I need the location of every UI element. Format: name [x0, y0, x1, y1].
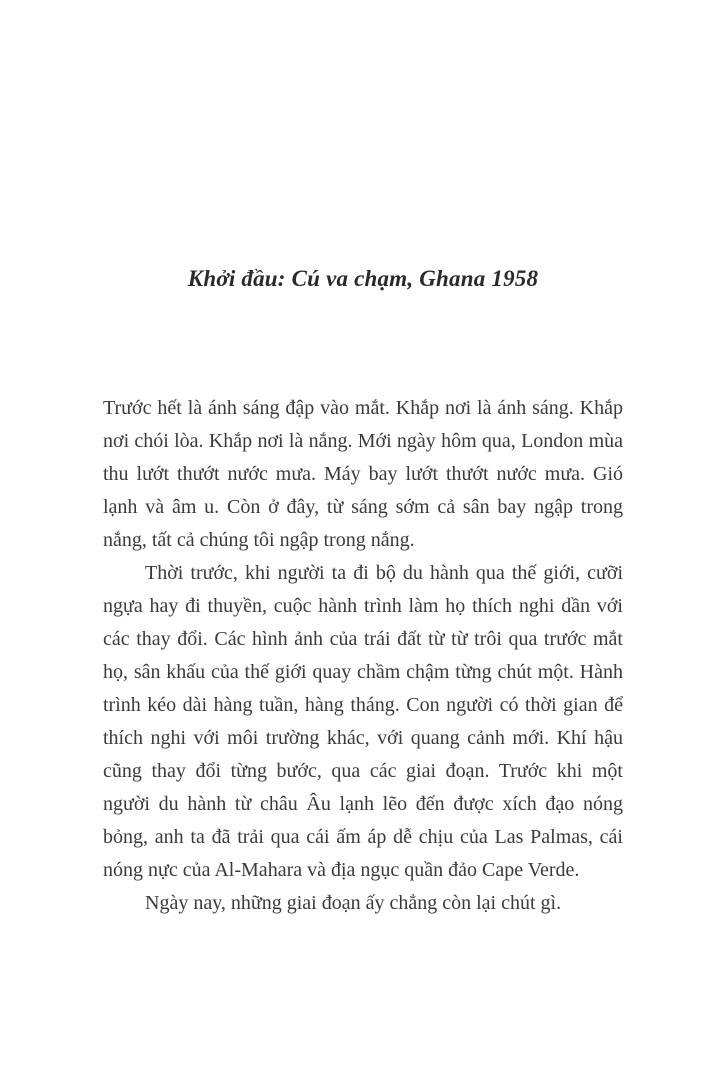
paragraph: Thời trước, khi người ta đi bộ du hành qua thế giới, cưỡi ngựa hay đi thuyền, cuộc hành trình làm họ thích nghi dần với các thay đổi. Các hình ảnh của trái đất từ từ trôi qua trước mắt họ, sân khấu của thế giới quay chầm chậm từng chút một. Hành trình kéo dài hàng tuần, hàng tháng. Con người có thời gian để thích nghi với môi trường khác, với quang cảnh mới. Khí hậu cũng thay đổi từng bước, qua các giai đoạn. Trước khi một người du hành từ châu Âu lạnh lẽo đến được xích đạo nóng bỏng, anh ta đã trải qua cái ấm áp dễ chịu của Las Palmas, cái nóng nực của Al-Mahara và địa ngục quần đảo Cape Verde. — [103, 562, 623, 881]
paragraph: Trước hết là ánh sáng đập vào mắt. Khắp nơi là ánh sáng. Khắp nơi chói lòa. Khắp nơi là nắng. Mới ngày hôm qua, London mùa thu lướt thướt nước mưa. Máy bay lướt thướt nước mưa. Gió lạnh và âm u. Còn ở đây, từ sáng sớm cả sân bay ngập trong nắng, tất cả chúng tôi ngập trong nắng. — [103, 397, 623, 551]
text-column — [103, 266, 623, 920]
chapter-title: Khởi đầu: Cú va chạm, Ghana 1958 — [187, 266, 539, 291]
body-text — [103, 392, 623, 920]
paragraph: Ngày nay, những giai đoạn ấy chẳng còn lại chút gì. — [145, 892, 562, 914]
